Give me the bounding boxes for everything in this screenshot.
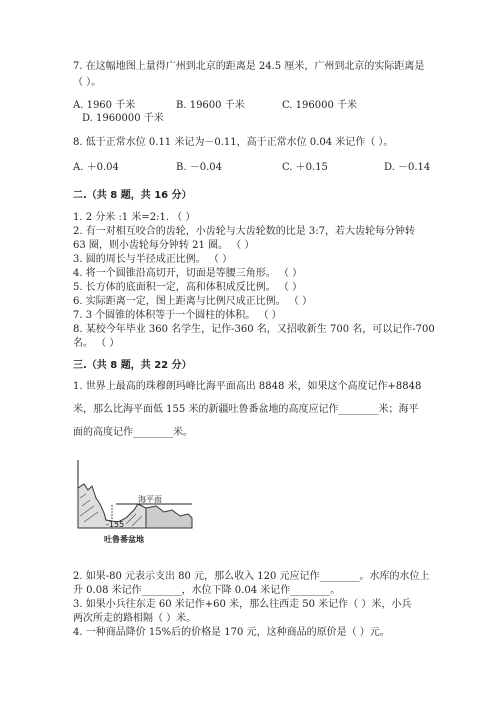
q7-stem-line2: （ ）。 xyxy=(73,77,102,88)
section2-heading: 二.（共 8 题，共 16 分） xyxy=(73,190,192,201)
s2-item-3: 3. 圆的周长与半径成正比例。 （ ） xyxy=(73,254,233,265)
q8-option-d[interactable]: D. －0.14 xyxy=(384,162,431,173)
section3-heading: 三.（共 8 题，共 22 分） xyxy=(73,360,192,371)
s2-item-2-line2: 63 圈，则小齿轮每分钟转 21 圈。 （ ） xyxy=(73,240,255,251)
s2-item-4: 4. 将一个圆锥沿高切开，切面是等腰三角形。 （ ） xyxy=(73,268,303,279)
q7-option-b[interactable]: B. 19600 千米 xyxy=(176,100,245,111)
s2-item-5: 5. 长方体的底面积一定，高和体积成反比例。 （ ） xyxy=(73,282,303,293)
q8-option-a[interactable]: A. ＋0.04 xyxy=(73,162,119,173)
s3-q1-line3: 面的高度记作________米。 xyxy=(73,427,193,438)
sea-level-label: 海平面 xyxy=(138,495,162,504)
basin-figure xyxy=(76,458,194,548)
s2-item-7: 7. 3 个圆锥的体积等于一个圆柱的体积。 （ ） xyxy=(73,310,282,321)
s2-item-6: 6. 实际距离一定，图上距离与比例尺成正比例。 （ ） xyxy=(73,296,313,307)
s3-q4: 4. 一种商品降价 15%后的价格是 170 元，这种商品的原价是（ ）元。 xyxy=(73,627,390,638)
q8-option-b[interactable]: B. －0.04 xyxy=(176,162,222,173)
q8-stem: 8. 低于正常水位 0.11 米记为－0.11，高于正常水位 0.04 米记作（ ）。 xyxy=(73,137,394,148)
s3-q2-line1: 2. 如果-80 元表示支出 80 元，那么收入 120 元应记作________。水库的水位上 xyxy=(73,571,430,582)
depth-label: -155 xyxy=(106,520,125,529)
q7-option-a[interactable]: A. 1960 千米 xyxy=(73,100,136,111)
basin-label: 吐鲁番盆地 xyxy=(104,535,144,544)
s3-q3-line1: 3. 如果小兵往东走 60 米记作+60 米，那么往西走 50 米记作（ ）米，小兵 xyxy=(73,599,412,610)
q7-stem-line1: 7. 在这幅地图上量得广州到北京的距离是 24.5 厘米，广州到北京的实际距离是 xyxy=(73,61,425,72)
s3-q3-line2: 两次所走的路相隔（ ）米。 xyxy=(73,613,197,624)
s3-q2-line2: 升 0.08 米记作________，水位下降 0.04 米记作________。 xyxy=(73,585,341,596)
s3-q1-line2: 米，那么比海平面低 155 米的新疆吐鲁番盆地的高度应记作________米；海平 xyxy=(73,404,419,415)
s2-item-1: 1. 2 分米 :1 米=2:1. （ ） xyxy=(73,212,196,223)
s2-item-8-line1: 8. 某校今年毕业 360 名学生，记作-360 名，又招收新生 700 名，可以记作-700 xyxy=(73,324,435,335)
s2-item-8-line2: 名。 （ ） xyxy=(73,338,120,349)
q8-option-c[interactable]: C. ＋0.15 xyxy=(282,162,328,173)
s2-item-2-line1: 2. 有一对相互咬合的齿轮，小齿轮与大齿轮数的比是 3:7，若大齿轮每分钟转 xyxy=(73,226,415,237)
s3-q1-line1: 1. 世界上最高的珠穆朗玛峰比海平面高出 8848 米，如果这个高度记作+8848 xyxy=(73,381,422,392)
q7-option-c[interactable]: C. 196000 千米 xyxy=(282,100,358,111)
q7-option-d[interactable]: D. 1960000 千米 xyxy=(82,113,164,124)
